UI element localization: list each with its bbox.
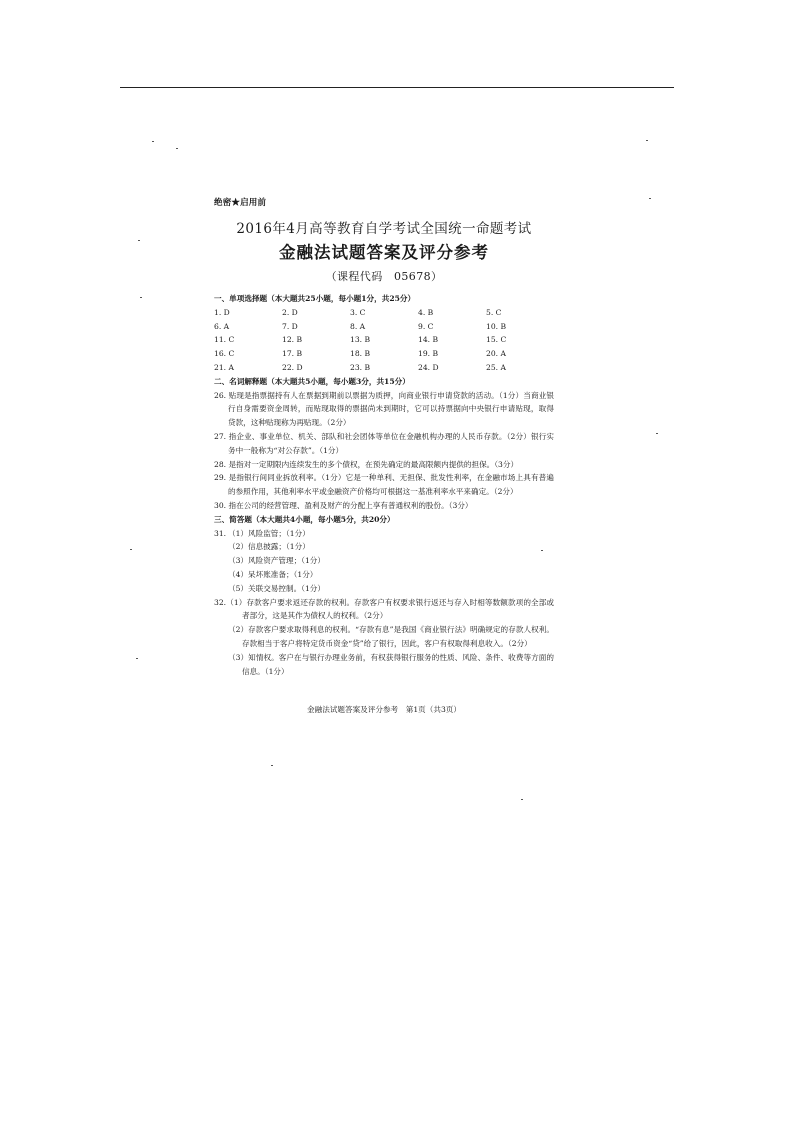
choice-answer: 13. B bbox=[350, 335, 371, 345]
choice-answer: 9. C bbox=[418, 321, 434, 331]
answer-31-number: 31. bbox=[214, 528, 227, 538]
answer-30: 30. 指在公司的经营管理、盈利及财产的分配上享有普通权利的股份。（3分） bbox=[214, 500, 473, 510]
choice-answer-grid bbox=[214, 306, 554, 375]
section-heading-single-choice: 一、单项选择题（本大题共25小题，每小题1分，共25分） bbox=[214, 294, 416, 303]
choice-answer: 25. A bbox=[486, 362, 506, 372]
choice-answer: 18. B bbox=[350, 349, 371, 359]
choice-answer: 20. A bbox=[486, 349, 506, 359]
choice-answer: 14. B bbox=[418, 335, 439, 345]
scan-speck bbox=[656, 433, 658, 434]
page-footer: 金融法试题答案及评分参考 第1页（共3页） bbox=[307, 705, 461, 714]
confidential-mark: 绝密★启用前 bbox=[214, 198, 267, 208]
choice-answer: 16. C bbox=[214, 349, 235, 359]
section-heading-term-definition: 二、名词解释题（本大题共5小题，每小题3分，共15分） bbox=[214, 376, 410, 386]
scan-speck bbox=[271, 765, 273, 766]
answer-31-item: （3）风险资产管理；（1分） bbox=[228, 556, 325, 566]
choice-answer: 23. B bbox=[350, 362, 371, 372]
answer-31-item: （1）风险监管；（1分） bbox=[228, 528, 310, 538]
choice-answer: 21. A bbox=[214, 362, 234, 372]
choice-answer: 17. B bbox=[282, 349, 303, 359]
top-rule bbox=[120, 87, 674, 88]
choice-answer: 4. B bbox=[418, 307, 434, 317]
choice-answer: 1. D bbox=[214, 307, 230, 317]
choice-answer: 19. B bbox=[418, 349, 439, 359]
course-code: （课程代码 05678） bbox=[325, 270, 443, 283]
choice-answer: 15. C bbox=[486, 335, 507, 345]
scan-speck bbox=[138, 240, 140, 241]
answer-32-item-3: （3）知情权。客户在与银行办理业务前，有权获得银行服务的性质、风险、条件、收费等方面的信息。（1分） bbox=[228, 652, 554, 676]
answer-28: 28. 是指对一定期限内连续发生的多个债权，在预先确定的最高限额内提供的担保。（3分） bbox=[214, 459, 519, 469]
exam-title: 2016年4月高等教育自学考试全国统一命题考试 bbox=[236, 221, 532, 237]
answer-31 bbox=[214, 527, 554, 596]
scan-speck bbox=[140, 297, 142, 298]
answer-29: 29. 是指银行间同业拆放利率。（1分）它是一种单利、无担保、批发性利率，在金融市场上具有普遍的参照作用，其他利率水平或金融资产价格均可根据这一基准利率水平来确定。（2分） bbox=[214, 473, 554, 497]
scan-speck bbox=[646, 140, 648, 141]
choice-answer: 24. D bbox=[418, 362, 439, 372]
section-heading-short-answer: 三、简答题（本大题共4小题，每小题5分，共20分） bbox=[214, 514, 395, 524]
answer-31-item: （4）呆坏账准备；（1分） bbox=[228, 569, 318, 579]
scan-speck bbox=[130, 549, 132, 550]
choice-answer: 3. C bbox=[350, 307, 366, 317]
answer-31-item: （2）信息披露；（1分） bbox=[228, 542, 310, 552]
answer-26: 26. 贴现是指票据持有人在票据到期前以票据为质押，向商业银行申请贷款的活动。（1分）当商业银行自身需要资金周转，而贴现取得的票据尚未到期时，它可以持票据向中央银行申请贴现，取得贷款，这种贴现称为再贴现。（2分） bbox=[214, 390, 554, 428]
choice-answer: 6. A bbox=[214, 321, 230, 331]
choice-answer: 11. C bbox=[214, 335, 235, 345]
scan-speck bbox=[649, 198, 651, 199]
answer-32-item-2: （2）存款客户要求取得利息的权利。“存款有息”是我国《商业银行法》明确规定的存款人权利。存款相当于客户将特定货币资金“贷”给了银行，因此，客户有权取得利息收入。（2分） bbox=[228, 625, 554, 648]
answer-31-item: （5）关联交易控制。（1分） bbox=[228, 583, 325, 593]
choice-answer: 22. D bbox=[282, 362, 303, 372]
choice-answer: 12. B bbox=[282, 335, 303, 345]
scan-speck bbox=[136, 658, 138, 659]
scan-speck bbox=[521, 799, 523, 800]
answer-32-item-1: 32.（1）存款客户要求返还存款的权利。存款客户有权要求银行返还与存入时相等数额款项的全部或者部分，这是其作为债权人的权利。（2分） bbox=[214, 597, 554, 621]
answer-27: 27. 指企业、事业单位、机关、部队和社会团体等单位在金融机构办理的人民币存款。（2分）银行实务中一般称为“对公存款”。（1分） bbox=[214, 431, 554, 455]
choice-answer: 8. A bbox=[350, 321, 366, 331]
choice-answer: 7. D bbox=[282, 321, 298, 331]
answer-31-items bbox=[228, 527, 325, 596]
answer-body bbox=[214, 292, 554, 678]
choice-answer: 2. D bbox=[282, 307, 298, 317]
document-title: 金融法试题答案及评分参考 bbox=[279, 243, 489, 262]
scan-speck bbox=[152, 141, 154, 142]
choice-answer: 5. C bbox=[486, 307, 502, 317]
scan-speck bbox=[176, 148, 178, 149]
choice-answer: 10. B bbox=[486, 321, 507, 331]
